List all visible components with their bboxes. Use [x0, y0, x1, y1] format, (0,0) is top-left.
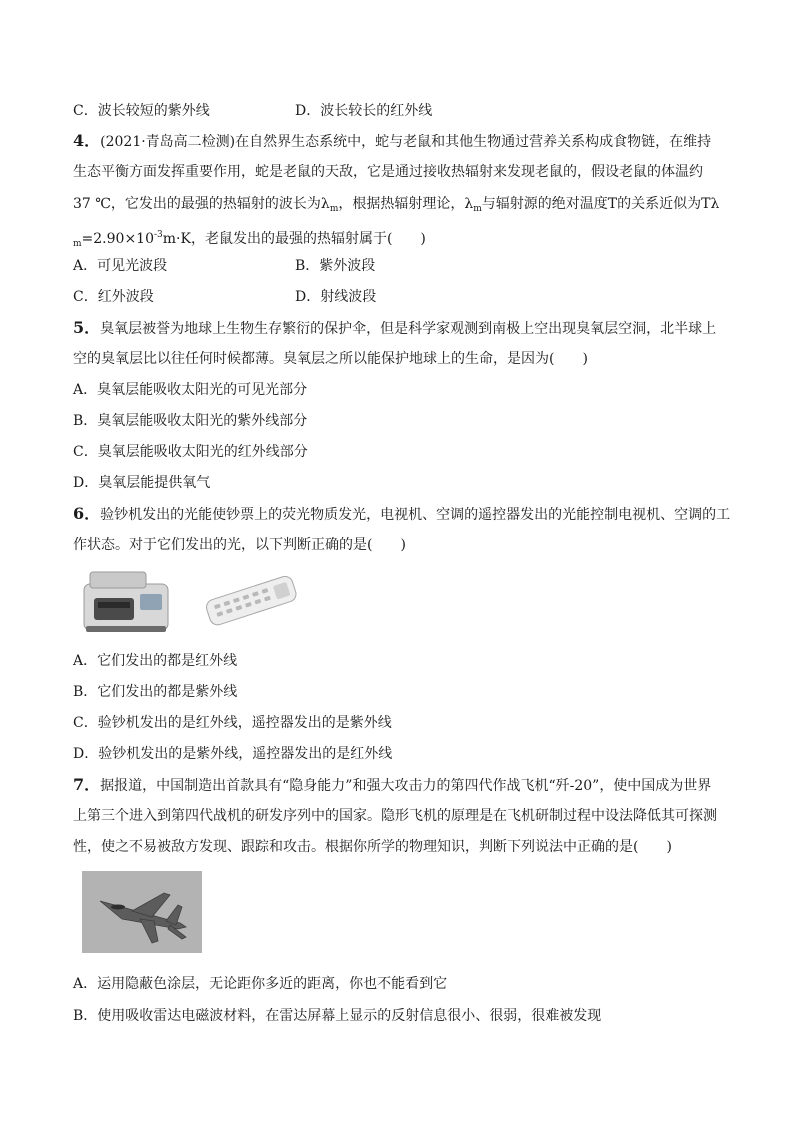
q6-option-a: A．它们发出的都是红外线: [73, 653, 238, 669]
q4-sup-exp: -3: [154, 230, 163, 240]
q5-line-2: 空的臭氧层比以往任何时候都薄。臭氧层之所以能保护地球上的生命，是因为( ): [73, 351, 588, 367]
q7-line-2: 上第三个进入到第四代战机的研发序列中的国家。隐形飞机的原理是在飞机研制过程中设法降低其可探测: [73, 808, 717, 824]
q4-option-b: B．紫外波段: [295, 258, 376, 274]
q6-line-1: [73, 504, 730, 525]
q6-option-b: B．它们发出的都是紫外线: [73, 684, 238, 700]
q6-line-2: 作状态。对于它们发出的光，以下判断正确的是( ): [73, 537, 406, 553]
money-counter-image: [80, 568, 172, 636]
q5-text-1: 臭氧层被誉为地球上生物生存繁衍的保护伞，但是科学家观测到南极上空出现臭氧层空洞，北半球上: [100, 321, 717, 337]
q4-text-1: (2021·青岛高二检测)在自然界生态系统中，蛇与老鼠和其他生物通过营养关系构成食物链，在维持: [100, 134, 712, 150]
q4-line-3: [73, 194, 719, 219]
q7-option-a: A．运用隐蔽色涂层，无论距你多近的距离，你也不能看到它: [73, 976, 448, 992]
q6-option-c: C．验钞机发出的是红外线，遥控器发出的是紫外线: [73, 715, 392, 731]
q4-line-2: 生态平衡方面发挥重要作用，蛇是老鼠的天敌，它是通过接收热辐射来发现老鼠的，假设老鼠的体温约: [73, 164, 703, 180]
remote-control-image: [200, 570, 300, 630]
q5-option-b: B．臭氧层能吸收太阳光的紫外线部分: [73, 413, 308, 429]
q7-option-b: B．使用吸收雷达电磁波材料，在雷达屏幕上显示的反射信息很小、很弱，很难被发现: [73, 1008, 602, 1024]
q5-option-d: D．臭氧层能提供氧气: [73, 475, 211, 491]
q4-option-a: A．可见光波段: [73, 258, 168, 274]
q4-text-4b: m·K，老鼠发出的最强的热辐射属于( ): [162, 231, 426, 247]
q5-number: 5．: [73, 318, 101, 337]
q4-sub-m2: m: [473, 204, 482, 214]
stealth-fighter-image: [82, 871, 202, 953]
q5-line-1: [73, 318, 716, 339]
q4-option-d: D．射线波段: [295, 289, 377, 305]
q4-line-4: [73, 225, 426, 254]
q4-text-3c: 与辐射源的绝对温度T的关系近似为Tλ: [481, 196, 720, 212]
q4-line-1: [73, 131, 711, 152]
q7-line-3: 性，使之不易被敌方发现、跟踪和攻击。根据你所学的物理知识，判断下列说法中正确的是( ): [73, 839, 672, 855]
q7-number: 7．: [73, 775, 101, 794]
q4-option-c: C．红外波段: [73, 289, 154, 305]
q5-option-a: A．臭氧层能吸收太阳光的可见光部分: [73, 382, 308, 398]
q5-option-c: C．臭氧层能吸收太阳光的红外线部分: [73, 444, 308, 460]
q4-text-3a: 37 ℃，它发出的最强的热辐射的波长为λ: [73, 196, 330, 212]
q6-number: 6．: [73, 504, 101, 523]
q6-text-1: 验钞机发出的光能使钞票上的荧光物质发光，电视机、空调的遥控器发出的光能控制电视机、空调的工: [100, 507, 731, 523]
q4-sub-m3: m: [73, 239, 82, 249]
q4-text-4a: =2.90×10: [81, 231, 154, 247]
q3-option-c: C．波长较短的紫外线: [73, 103, 210, 119]
q7-text-1: 据报道，中国制造出首款具有“隐身能力”和强大攻击力的第四代作战飞机“歼-20”，使中国成为世界: [100, 778, 712, 794]
q3-option-d: D．波长较长的红外线: [295, 103, 433, 119]
q6-option-d: D．验钞机发出的是紫外线，遥控器发出的是红外线: [73, 746, 393, 762]
q4-number: 4．: [73, 131, 101, 150]
q4-text-3b: ，根据热辐射理论，λ: [338, 196, 474, 212]
q7-line-1: [73, 775, 711, 796]
q4-sub-m1: m: [329, 204, 339, 214]
